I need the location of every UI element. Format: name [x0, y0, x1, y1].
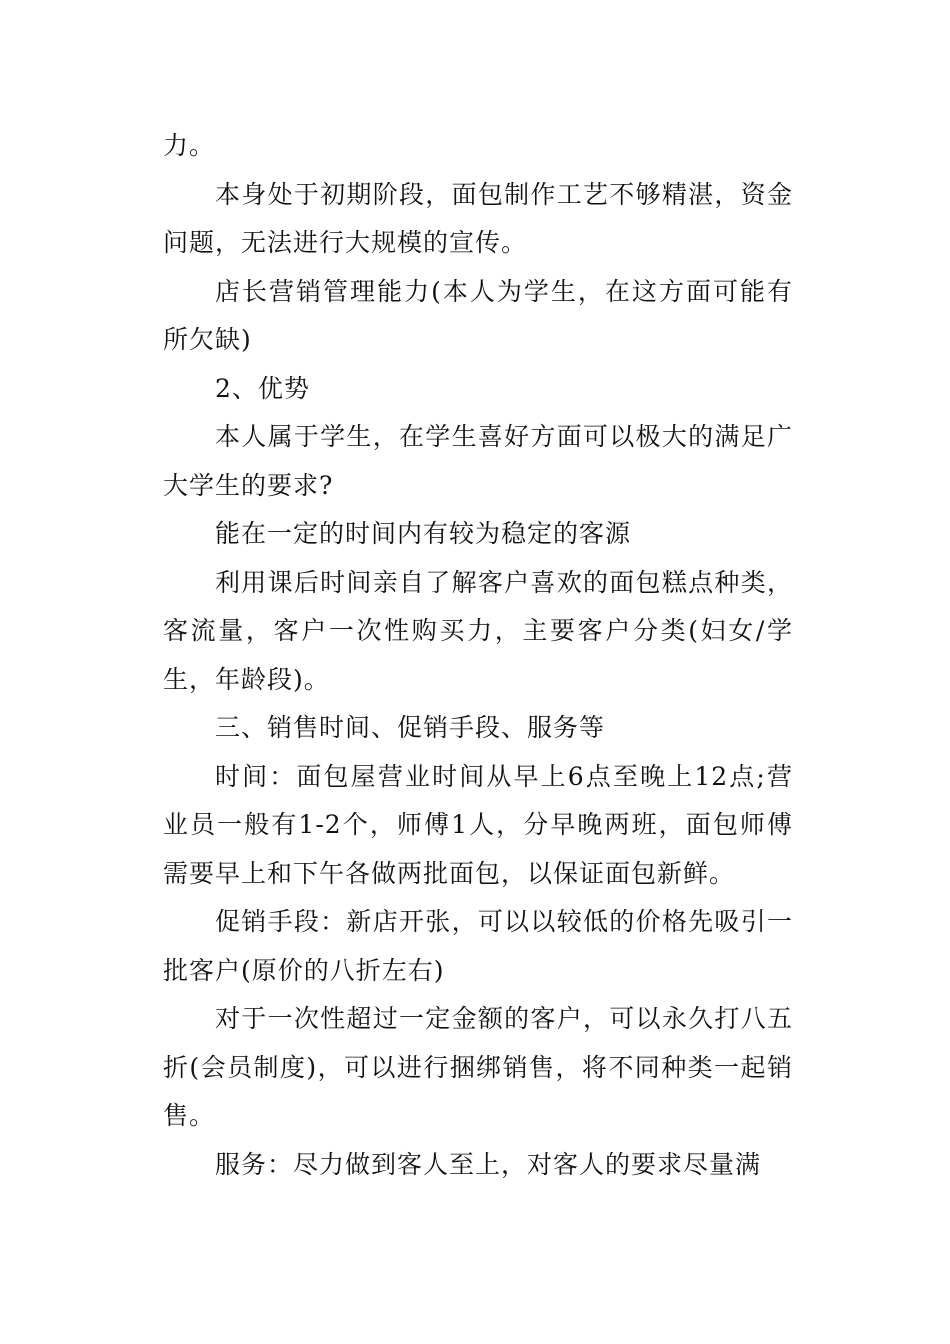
paragraph-12: 服务：尽力做到客人至上，对客人的要求尽量满 — [215, 1149, 762, 1179]
paragraph-7: 利用课后时间亲自了解客户喜欢的面包糕点种类，客流量，客户一次性购买力，主要客户分类(妇女/学生，年龄段)。 — [163, 567, 793, 694]
paragraph-6: 能在一定的时间内有较为稳定的客源 — [215, 519, 632, 548]
paragraph-5: 本人属于学生，在学生喜好方面可以极大的满足广大学生的要求? — [163, 422, 793, 500]
paragraph-3: 店长营销管理能力(本人为学生，在这方面可能有所欠缺) — [163, 276, 793, 354]
section-heading-sales: 三、销售时间、促销手段、服务等 — [215, 713, 606, 742]
section-heading-advantages: 2、优势 — [215, 373, 310, 403]
paragraph-10: 促销手段：新店开张，可以以较低的价格先吸引一批客户(原价的八折左右) — [163, 907, 793, 985]
document-body — [163, 122, 793, 1189]
paragraph-1: 力。 — [163, 131, 216, 160]
paragraph-2: 本身处于初期阶段，面包制作工艺不够精湛，资金问题，无法进行大规模的宣传。 — [163, 179, 793, 257]
paragraph-11: 对于一次性超过一定金额的客户，可以永久打八五折(会员制度)，可以进行捆绑销售，将不同种类一起销售。 — [163, 1004, 793, 1130]
paragraph-9: 时间：面包屋营业时间从早上6点至晚上12点;营业员一般有1-2个，师傅1人，分早晚两班，面包师傅需要早上和下午各做两批面包，以保证面包新鲜。 — [163, 761, 793, 888]
